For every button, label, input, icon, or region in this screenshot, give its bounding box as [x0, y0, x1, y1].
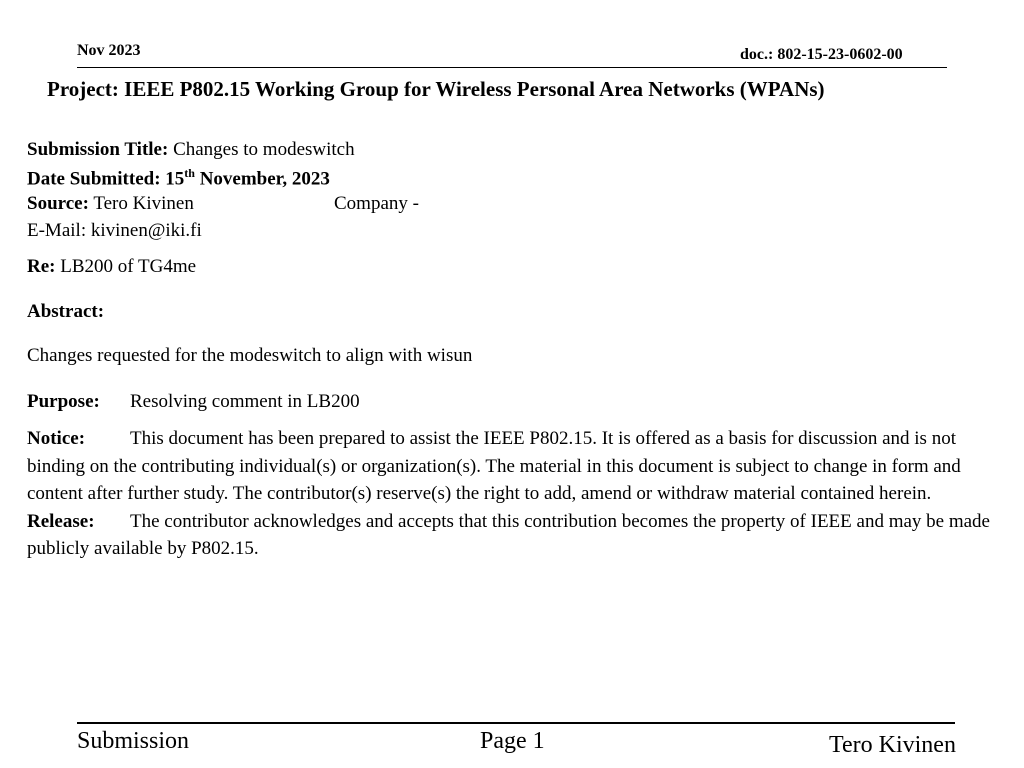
purpose-text: Resolving comment in LB200	[130, 391, 360, 412]
abstract-label: Abstract:	[27, 301, 105, 322]
header-divider	[77, 67, 947, 68]
date-submitted-superscript: th	[184, 166, 195, 180]
footer-submission: Submission	[77, 728, 190, 754]
footer-divider	[77, 722, 955, 724]
release-text: The contributor acknowledges and accepts that this contribution becomes the property of IEEE and may be made publicly available by P802.15.	[27, 510, 990, 559]
email-line: E-Mail: kivinen@iki.fi	[27, 220, 202, 241]
submission-title-value: Changes to modeswitch	[173, 139, 355, 160]
source-line	[27, 193, 467, 215]
footer-page-number: Page 1	[480, 728, 545, 754]
release-paragraph	[27, 508, 1017, 563]
notice-label: Notice:	[27, 428, 86, 449]
project-title: Project: IEEE P802.15 Working Group for Wireless Personal Area Networks (WPANs)	[47, 77, 825, 101]
abstract-text: Changes requested for the modeswitch to align with wisun	[27, 345, 473, 366]
submission-title-label: Submission Title:	[27, 139, 169, 160]
source-label: Source:	[27, 193, 89, 214]
source-name: Tero Kivinen	[93, 193, 194, 214]
release-label: Release:	[27, 510, 95, 532]
submission-title-line	[27, 139, 355, 161]
source-company: Company -	[334, 193, 419, 214]
header-doc-number: doc.: 802-15-23-0602-00	[740, 46, 903, 63]
purpose-line	[27, 391, 360, 413]
date-submitted-rest: November, 2023	[194, 168, 330, 190]
notice-text: This document has been prepared to assist the IEEE P802.15. It is offered as a basis for discussion and is not binding on the contributing individual(s) or organization(s). The material in this document is subject to change in form and content after further study. The contributor(s) reserve(s) the right to add, amend or withdraw material contained herein.	[27, 428, 961, 504]
purpose-label: Purpose:	[27, 391, 100, 412]
notice-release-block	[27, 425, 1017, 563]
notice-paragraph	[27, 425, 1017, 508]
date-submitted-line	[27, 166, 330, 190]
re-line	[27, 256, 196, 278]
date-submitted-label: Date Submitted: 15	[27, 168, 185, 190]
re-value: LB200 of TG4me	[60, 256, 197, 277]
footer-author: Tero Kivinen	[829, 732, 956, 758]
header-date: Nov 2023	[77, 42, 141, 59]
re-label: Re:	[27, 256, 56, 277]
